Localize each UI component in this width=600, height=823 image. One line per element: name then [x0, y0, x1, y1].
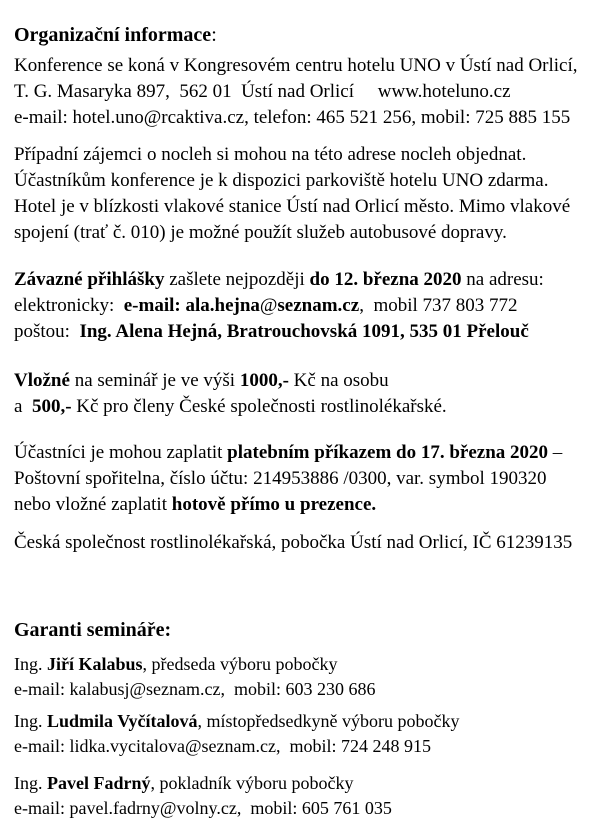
text-line — [14, 530, 592, 556]
text-run: , pokladník výboru pobočky — [150, 773, 354, 793]
text-run: e-mail: lidka.vycitalova@seznam.cz, mobil: 724 248 915 — [14, 736, 431, 756]
text-line — [14, 368, 592, 394]
text-run: Ing. — [14, 773, 47, 793]
bold-text-run: Organizační informace — [14, 24, 212, 46]
text-run: Hotel je v blízkosti vlakové stanice Ústí nad Orlicí město. Mimo vlakové — [14, 196, 571, 217]
text-line — [14, 440, 592, 466]
paragraph-registration-info — [14, 267, 592, 345]
bold-text-run: Závazné přihlášky — [14, 269, 165, 290]
text-run: na adresu: — [461, 269, 544, 290]
page-title — [14, 22, 592, 48]
text-run: zašlete nejpozději — [164, 269, 310, 290]
text-run: Účastníci je mohou zaplatit — [14, 442, 228, 463]
text-line — [14, 771, 592, 796]
text-line — [14, 466, 592, 492]
text-line — [14, 194, 592, 220]
text-line — [14, 617, 592, 643]
text-run: , předseda výboru pobočky — [142, 654, 338, 674]
bold-text-run: platebním příkazem do 17. března 2020 — [227, 442, 549, 463]
bold-text-run: Vložné — [14, 370, 70, 391]
text-run: Poštovní spořitelna, číslo účtu: 214953886 /0300, var. symbol 190320 — [14, 468, 547, 489]
text-run: Kč na osobu — [288, 370, 389, 391]
paragraph-organizer-info — [14, 530, 592, 556]
text-run: Ing. — [14, 711, 47, 731]
text-run: nebo vložné zaplatit — [14, 494, 172, 515]
paragraph-venue-info — [14, 53, 592, 131]
paragraph-garant-fadrny — [14, 771, 592, 821]
text-line — [14, 796, 592, 821]
text-run: Česká společnost rostlinolékařská, pobočka Ústí nad Orlicí, IČ 61239135 — [14, 532, 573, 553]
text-line — [14, 319, 592, 345]
text-run: : — [211, 24, 217, 46]
bold-text-run: Ludmila Vyčítalová — [47, 711, 198, 731]
bold-text-run: Garanti semináře: — [14, 619, 172, 641]
text-run: Konference se koná v Kongresovém centru hotelu UNO v Ústí nad Orlicí, — [14, 55, 578, 76]
bold-text-run: hotově přímo u prezence. — [171, 494, 377, 515]
text-line — [14, 220, 592, 246]
text-line — [14, 677, 592, 702]
paragraph-garant-vycitalova — [14, 709, 592, 759]
text-run: , místopředsedkyně výboru pobočky — [197, 711, 460, 731]
paragraph-garant-kalabus — [14, 652, 592, 702]
text-line — [14, 267, 592, 293]
bold-text-run: 1000,- — [239, 370, 289, 391]
text-run: – — [548, 442, 563, 463]
text-run: na seminář je ve výši — [69, 370, 240, 391]
text-run: poštou: — [14, 321, 80, 342]
text-line — [14, 293, 592, 319]
garanti-section-title — [14, 617, 592, 643]
text-line — [14, 734, 592, 759]
text-line — [14, 53, 592, 79]
text-run: Kč pro členy České společnosti rostlinolékařské. — [71, 396, 447, 417]
bold-text-run: do 12. března 2020 — [309, 269, 462, 290]
text-line — [14, 22, 592, 48]
text-run: @ — [259, 295, 278, 316]
text-line — [14, 709, 592, 734]
text-run: T. G. Masaryka 897, 562 01 Ústí nad Orlicí www.hoteluno.cz — [14, 81, 511, 102]
text-line — [14, 79, 592, 105]
text-run: elektronicky: — [14, 295, 124, 316]
text-run: Ing. — [14, 654, 47, 674]
paragraph-fee-info — [14, 368, 592, 420]
text-run: e-mail: hotel.uno@rcaktiva.cz, telefon: 465 521 256, mobil: 725 885 155 — [14, 107, 571, 128]
text-run: e-mail: kalabusj@seznam.cz, mobil: 603 230 686 — [14, 679, 376, 699]
text-line — [14, 394, 592, 420]
text-line — [14, 142, 592, 168]
bold-text-run: e-mail: ala.hejna — [123, 295, 260, 316]
bold-text-run: 500,- — [31, 396, 72, 417]
paragraph-payment-info — [14, 440, 592, 518]
bold-text-run: Jiří Kalabus — [47, 654, 143, 674]
text-run: Účastníkům konference je k dispozici parkoviště hotelu UNO zdarma. — [14, 170, 549, 191]
text-line — [14, 652, 592, 677]
bold-text-run: Ing. Alena Hejná, Bratrouchovská 1091, 535 01 Přelouč — [79, 321, 529, 342]
text-line — [14, 168, 592, 194]
text-run: Případní zájemci o nocleh si mohou na této adrese nocleh objednat. — [14, 144, 527, 165]
text-run: , mobil 737 803 772 — [359, 295, 518, 316]
text-line — [14, 105, 592, 131]
text-run: spojení (trať č. 010) je možné použít služeb autobusové dopravy. — [14, 222, 507, 243]
bold-text-run: seznam.cz — [277, 295, 360, 316]
text-line — [14, 492, 592, 518]
text-run: a — [14, 396, 32, 417]
paragraph-accommodation-info — [14, 142, 592, 246]
text-run: e-mail: pavel.fadrny@volny.cz, mobil: 605 761 035 — [14, 798, 392, 818]
bold-text-run: Pavel Fadrný — [47, 773, 151, 793]
